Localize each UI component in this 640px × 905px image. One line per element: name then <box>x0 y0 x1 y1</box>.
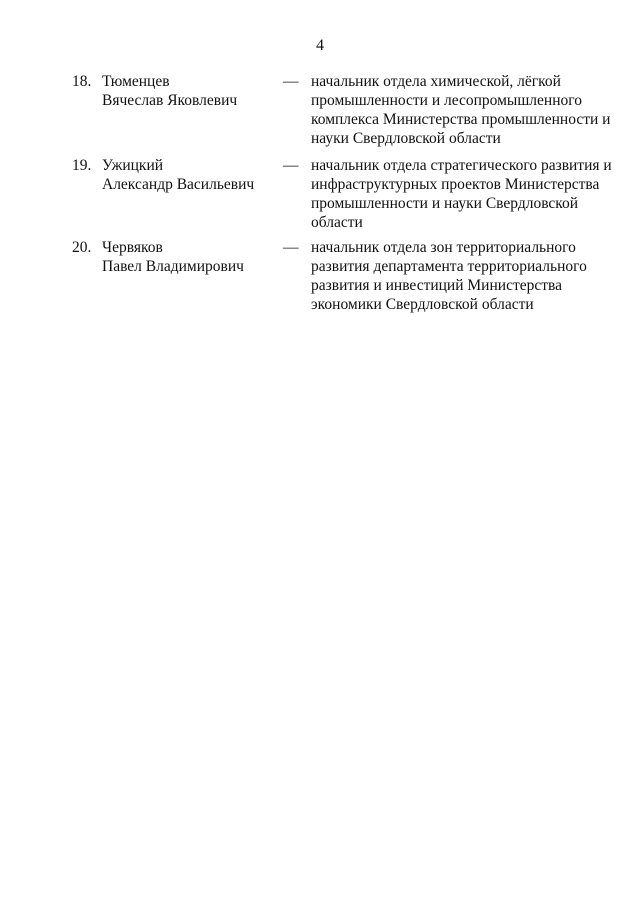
dash-separator: — <box>283 73 299 90</box>
entry-number: 19. <box>72 157 92 174</box>
entry-number: 18. <box>72 73 92 90</box>
position-line: начальник отдела химической, лёгкой <box>311 73 561 90</box>
position-description <box>311 72 619 148</box>
position-line: начальник отдела стратегического развития и <box>311 157 612 174</box>
entry-number: 20. <box>72 239 92 256</box>
position-line: экономики Свердловской области <box>311 296 534 313</box>
person-surname: Ужицкий <box>102 157 164 174</box>
position-line: промышленности и лесопромышленного <box>311 92 582 109</box>
person-given-names: Александр Васильевич <box>102 176 255 193</box>
position-line: развития департамента территориального <box>311 258 587 275</box>
person-name <box>102 72 277 110</box>
person-name <box>102 156 277 194</box>
position-line: комплекса Министерства промышленности и <box>311 111 611 128</box>
person-name <box>102 238 277 276</box>
page-number: 4 <box>316 37 324 54</box>
position-description <box>311 238 619 314</box>
position-description <box>311 156 619 232</box>
position-line: инфраструктурных проектов Министерства <box>311 176 600 193</box>
person-surname: Червяков <box>102 239 163 256</box>
person-surname: Тюменцев <box>102 73 170 90</box>
person-given-names: Вячеслав Яковлевич <box>102 92 238 109</box>
position-line: области <box>311 214 363 231</box>
position-line: науки Свердловской области <box>311 130 501 147</box>
position-line: промышленности и науки Свердловской <box>311 195 579 212</box>
position-line: начальник отдела зон территориального <box>311 239 576 256</box>
position-line: развития и инвестиций Министерства <box>311 277 562 294</box>
person-given-names: Павел Владимирович <box>102 258 244 275</box>
dash-separator: — <box>283 157 299 174</box>
dash-separator: — <box>283 239 299 256</box>
